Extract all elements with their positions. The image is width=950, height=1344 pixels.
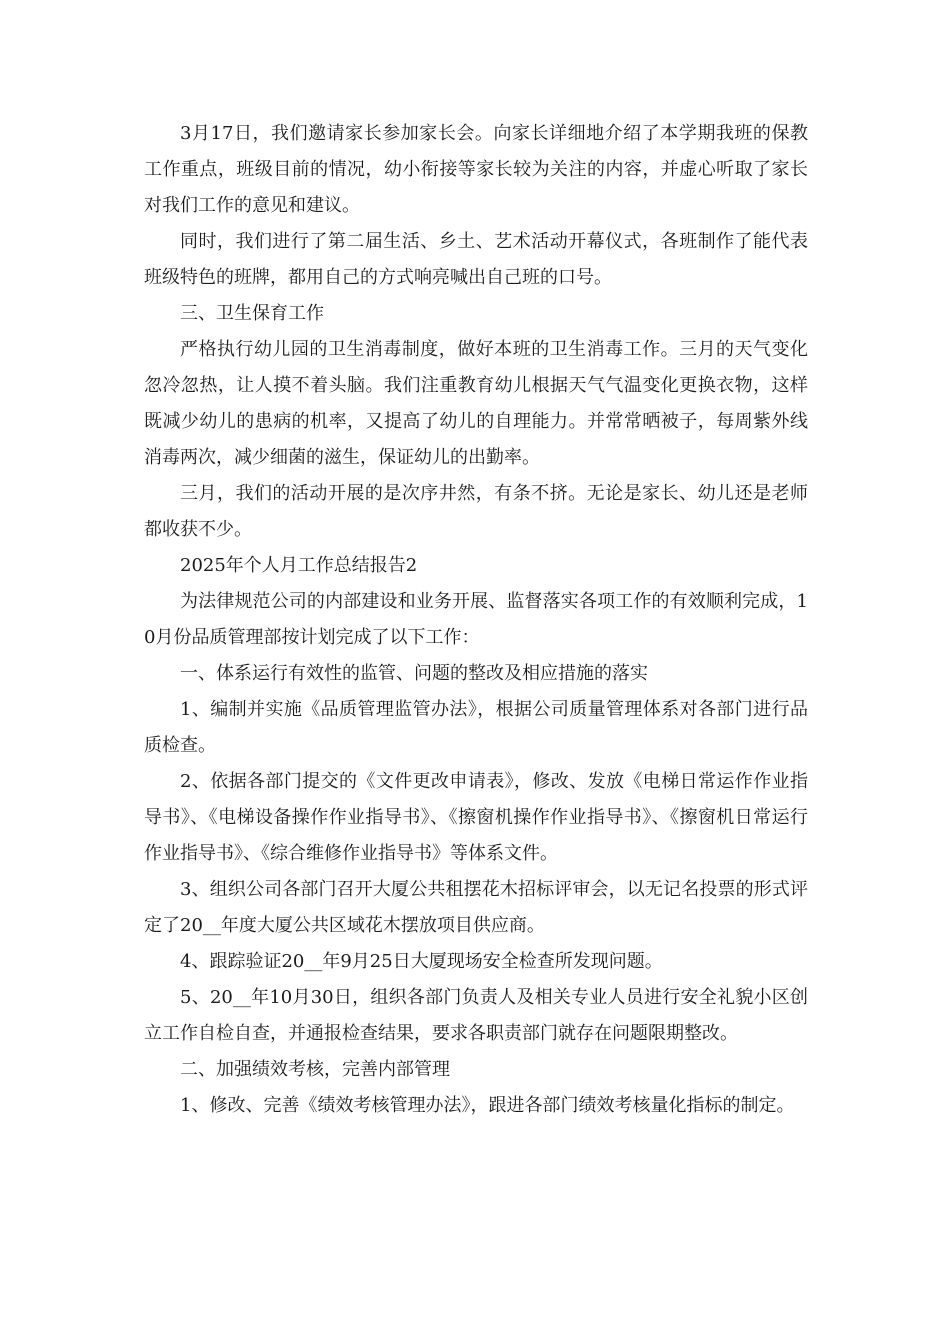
heading-system-supervision: 一、体系运行有效性的监管、问题的整改及相应措施的落实 <box>180 663 648 684</box>
paragraph-opening-ceremony: 同时，我们进行了第二届生活、乡土、艺术活动开幕仪式，各班制作了能代表班级特色的班牌，都用自己的方式响亮喊出自己班的口号。 <box>144 231 808 288</box>
list-item-2: 2、依据各部门提交的《文件更改申请表》，修改、发放《电梯日常运作作业指导书》、《电梯设备操作作业指导书》、《擦窗机操作作业指导书》、《擦窗机日常运行作业指导书》、《综合维修作业指导书》等体系文件。 <box>144 771 808 864</box>
paragraph-hygiene-disinfection: 严格执行幼儿园的卫生消毒制度，做好本班的卫生消毒工作。三月的天气变化忽冷忽热，让人摸不着头脑。我们注重教育幼儿根据天气气温变化更换衣物，这样既减少幼儿的患病的机率，又提高了幼儿的自理能力。并常常晒被子，每周紫外线消毒两次，减少细菌的滋生，保证幼儿的出勤率。 <box>144 339 808 468</box>
list-item-1: 1、编制并实施《品质管理监管办法》，根据公司质量管理体系对各部门进行品质检查。 <box>144 699 808 756</box>
document-body <box>144 116 808 1124</box>
list-item-performance-1: 1、修改、完善《绩效考核管理办法》，跟进各部门绩效考核量化指标的制定。 <box>180 1095 795 1116</box>
list-item-3: 3、组织公司各部门召开大厦公共租摆花木招标评审会，以无记名投票的形式评定了20__年度大厦公共区域花木摆放项目供应商。 <box>144 879 808 936</box>
heading-performance-review: 二、加强绩效考核，完善内部管理 <box>180 1059 450 1080</box>
list-item-4: 4、跟踪验证20__年9月25日大厦现场安全检查所发现问题。 <box>180 951 663 972</box>
paragraph-march-summary: 三月，我们的活动开展的是次序井然，有条不挤。无论是家长、幼儿还是老师都收获不少。 <box>144 483 808 540</box>
list-item-5: 5、20__年10月30日，组织各部门负责人及相关专业人员进行安全礼貌小区创立工作自检自查，并通报检查结果，要求各职责部门就存在问题限期整改。 <box>144 987 808 1044</box>
paragraph-parent-meeting: 3月17日，我们邀请家长参加家长会。向家长详细地介绍了本学期我班的保教工作重点，班级目前的情况，幼小衔接等家长较为关注的内容，并虚心听取了家长对我们工作的意见和建议。 <box>144 123 808 216</box>
heading-hygiene-care: 三、卫生保育工作 <box>180 303 324 324</box>
heading-report-2: 2025年个人月工作总结报告2 <box>180 555 418 576</box>
paragraph-quality-dept-intro: 为法律规范公司的内部建设和业务开展、监督落实各项工作的有效顺利完成，10月份品质管理部按计划完成了以下工作： <box>144 591 808 648</box>
